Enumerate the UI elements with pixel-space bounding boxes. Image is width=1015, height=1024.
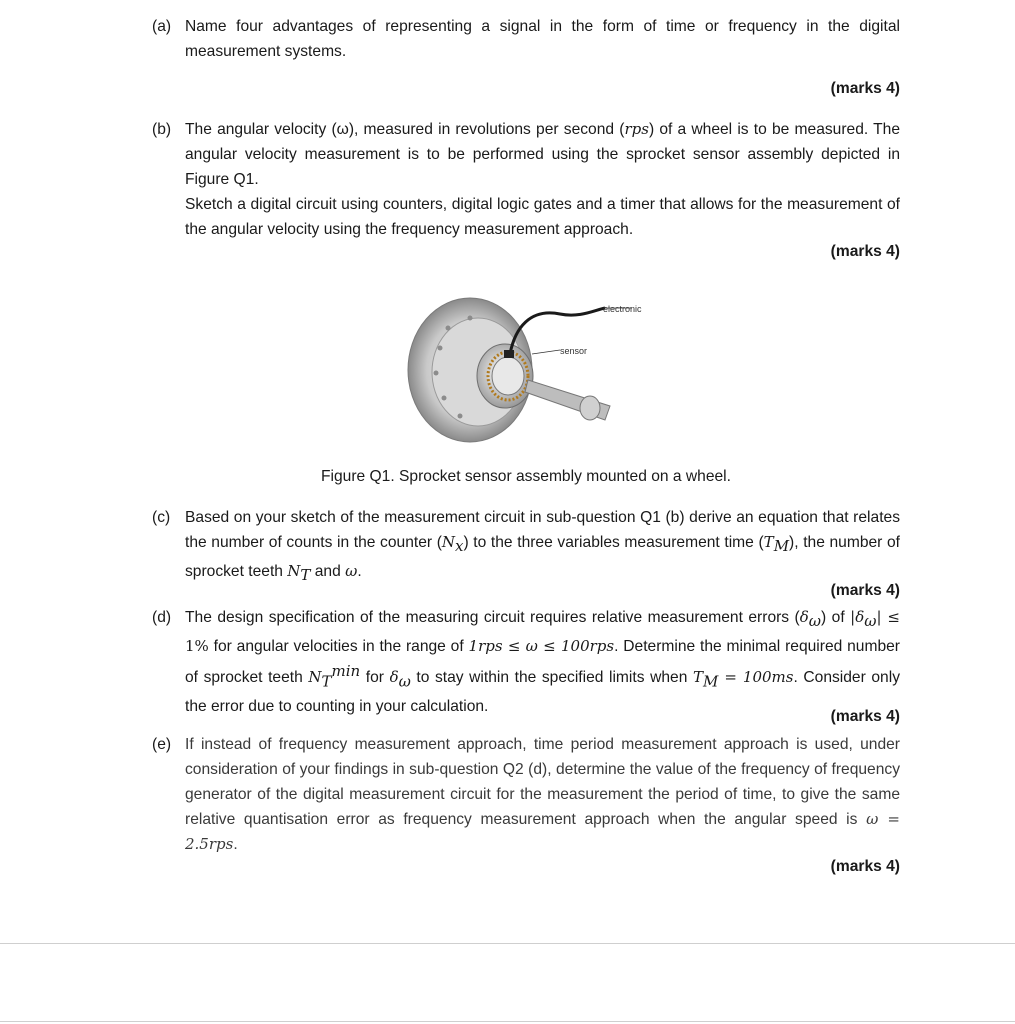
question-b-marks: (marks 4) <box>830 243 900 260</box>
sensor-head <box>504 350 514 358</box>
question-a-text: Name four advantages of representing a signal in the form of time or frequency in the digital measurement systems. <box>185 18 900 60</box>
question-a <box>152 14 900 64</box>
question-e-marks: (marks 4) <box>830 858 900 875</box>
question-b-label: (b) <box>152 121 172 138</box>
question-a-marks: (marks 4) <box>830 80 900 97</box>
page-bottom-divider <box>0 1021 1015 1022</box>
question-a-label: (a) <box>152 18 172 35</box>
question-d <box>152 605 900 719</box>
question-b-text: The angular velocity (ω), measured in revolutions per second (rps) of a wheel is to be measured. The angular velocity measurement is to be performed using the sprocket sensor assembly depicted in Figure Q1. Sketch a digital circuit using counters, digital logic gates and a timer that allows for the measurement of the angular velocity using the frequency measurement approach. <box>185 120 900 238</box>
sprocket-sensor-figure <box>400 288 700 458</box>
question-c-label: (c) <box>152 509 171 526</box>
figure-label-electronic: electronic <box>603 304 642 314</box>
question-e-text: If instead of frequency measurement approach, time period measurement approach is used, under consideration of your findings in sub-question Q2 (d), determine the value of the frequency of frequency generator of the digital measurement circuit for the measurement the period of time, to give the same relative quantisation error as frequency measurement approach when the angular speed is ω = 2.5rps. <box>185 736 900 853</box>
question-d-label: (d) <box>152 609 172 626</box>
question-e-label: (e) <box>152 736 172 753</box>
figure-label-sensor: sensor <box>560 346 588 356</box>
question-c <box>152 505 900 588</box>
question-c-marks: (marks 4) <box>830 582 900 599</box>
question-d-text: The design specification of the measuring circuit requires relative measurement errors $(\delta_\omega)$ of $|\delta_\omega| \le 1\%$ for angular velocities in the range of 1rps ≤ ω ≤ 100rps. Determine the minimal required number of sprocket teeth $N_T^{min}$ for $\delta_\omega$ to stay within the specified limits when $T_M = 100ms$. Consider only the error due to counting in your calculation. <box>185 608 901 716</box>
question-b-sketch-text: Sketch a digital circuit using counters, digital logic gates and a timer that allows for the measurement of the angular velocity using the frequency measurement approach. <box>185 196 900 238</box>
question-c-text: Based on your sketch of the measurement circuit in sub-question Q1 (b) derive an equation that relates the number of counts in the counter $(N_x)$ to the three variables measurement time $(T_M)$, the number of sprocket teeth $N_T$ and ω. <box>185 509 900 585</box>
question-d-marks: (marks 4) <box>830 708 900 725</box>
page-divider <box>0 943 1015 944</box>
question-b <box>152 117 900 242</box>
figure-caption: Figure Q1. Sprocket sensor assembly mounted on a wheel. <box>321 468 731 485</box>
question-e <box>152 732 900 857</box>
